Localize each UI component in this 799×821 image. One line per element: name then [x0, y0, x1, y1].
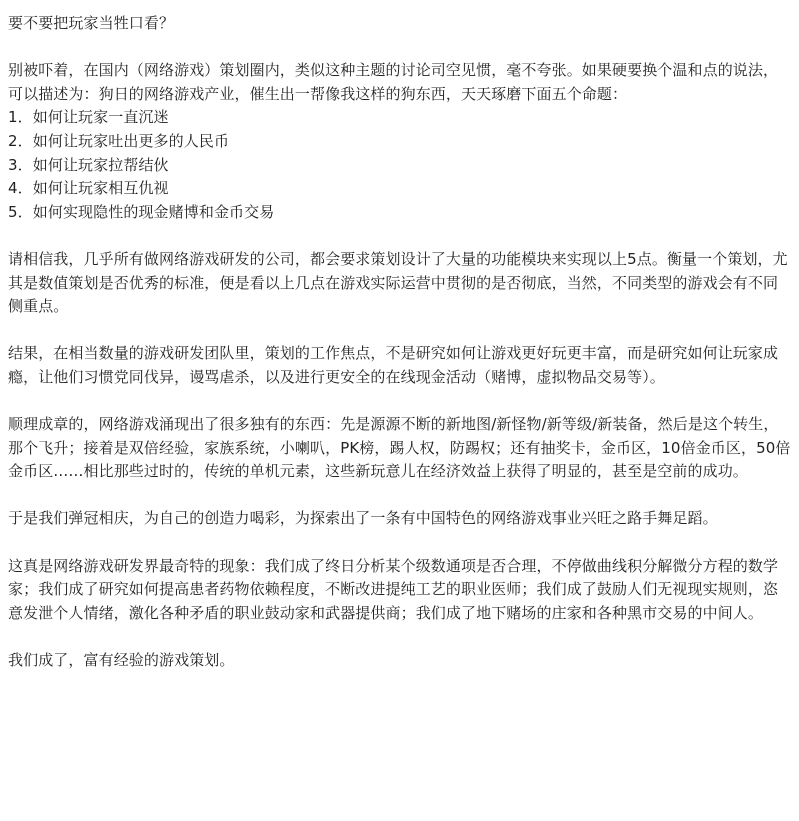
paragraph-result: 结果，在相当数量的游戏研发团队里，策划的工作焦点，不是研究如何让游戏更好玩更丰富，而是研究如何让玩家成瘾，让他们习惯党同伐异，谩骂虐杀，以及进行更安全的在线现金活动（赌博，虚拟物品交易等）。 [8, 344, 779, 386]
proposition-list [8, 106, 791, 224]
intro-paragraph: 别被吓着，在国内（网络游戏）策划圈内，类似这种主题的讨论司空见惯，毫不夸张。如果硬要换个温和点的说法，可以描述为：狗日的网络游戏产业，催生出一帮像我这样的狗东西，天天琢磨下面五个命题： [8, 61, 779, 103]
paragraph-features: 顺理成章的，网络游戏涌现出了很多独有的东西：先是源源不断的新地图/新怪物/新等级/新装备，然后是这个转生，那个飞升；接着是双倍经验，家族系统，小喇叭，PK榜，踢人权，防踢权；还有抽奖卡，金币区，10倍金币区，50倍金币区……相比那些过时的，传统的单机元素，这些新玩意儿在经济效益上获得了明显的，甚至是空前的成功。 [8, 415, 791, 481]
list-item: 5．如何实现隐性的现金赌博和金币交易 [8, 202, 275, 221]
list-item: 4．如何让玩家相互仇视 [8, 179, 169, 198]
list-item: 1．如何让玩家一直沉迷 [8, 108, 169, 127]
list-item: 3．如何让玩家拉帮结伙 [8, 155, 169, 174]
list-item: 2．如何让玩家吐出更多的人民币 [8, 131, 230, 150]
paragraph-requirements: 请相信我，几乎所有做网络游戏研发的公司，都会要求策划设计了大量的功能模块来实现以上5点。衡量一个策划，尤其是数值策划是否优秀的标准，便是看以上几点在游戏实际运营中贯彻的是否彻底，当然，不同类型的游戏会有不同侧重点。 [8, 249, 788, 316]
paragraph-conclusion: 我们成了，富有经验的游戏策划。 [8, 651, 235, 670]
paragraph-celebration: 于是我们弹冠相庆，为自己的创造力喝彩，为探索出了一条有中国特色的网络游戏事业兴旺之路手舞足蹈。 [8, 509, 718, 528]
article-title: 要不要把玩家当牲口看？ [8, 14, 175, 32]
paragraph-phenomenon: 这真是网络游戏研发界最奇特的现象：我们成了终日分析某个级数通项是否合理，不停做曲线积分解微分方程的数学家；我们成了研究如何提高患者药物依赖程度，不断改进提纯工艺的职业医师；我们成了鼓励人们无视现实规则，恣意发泄个人情绪，激化各种矛盾的职业鼓动家和武器提供商；我们成了地下赌场的庄家和各种黑市交易的中间人。 [8, 556, 779, 622]
